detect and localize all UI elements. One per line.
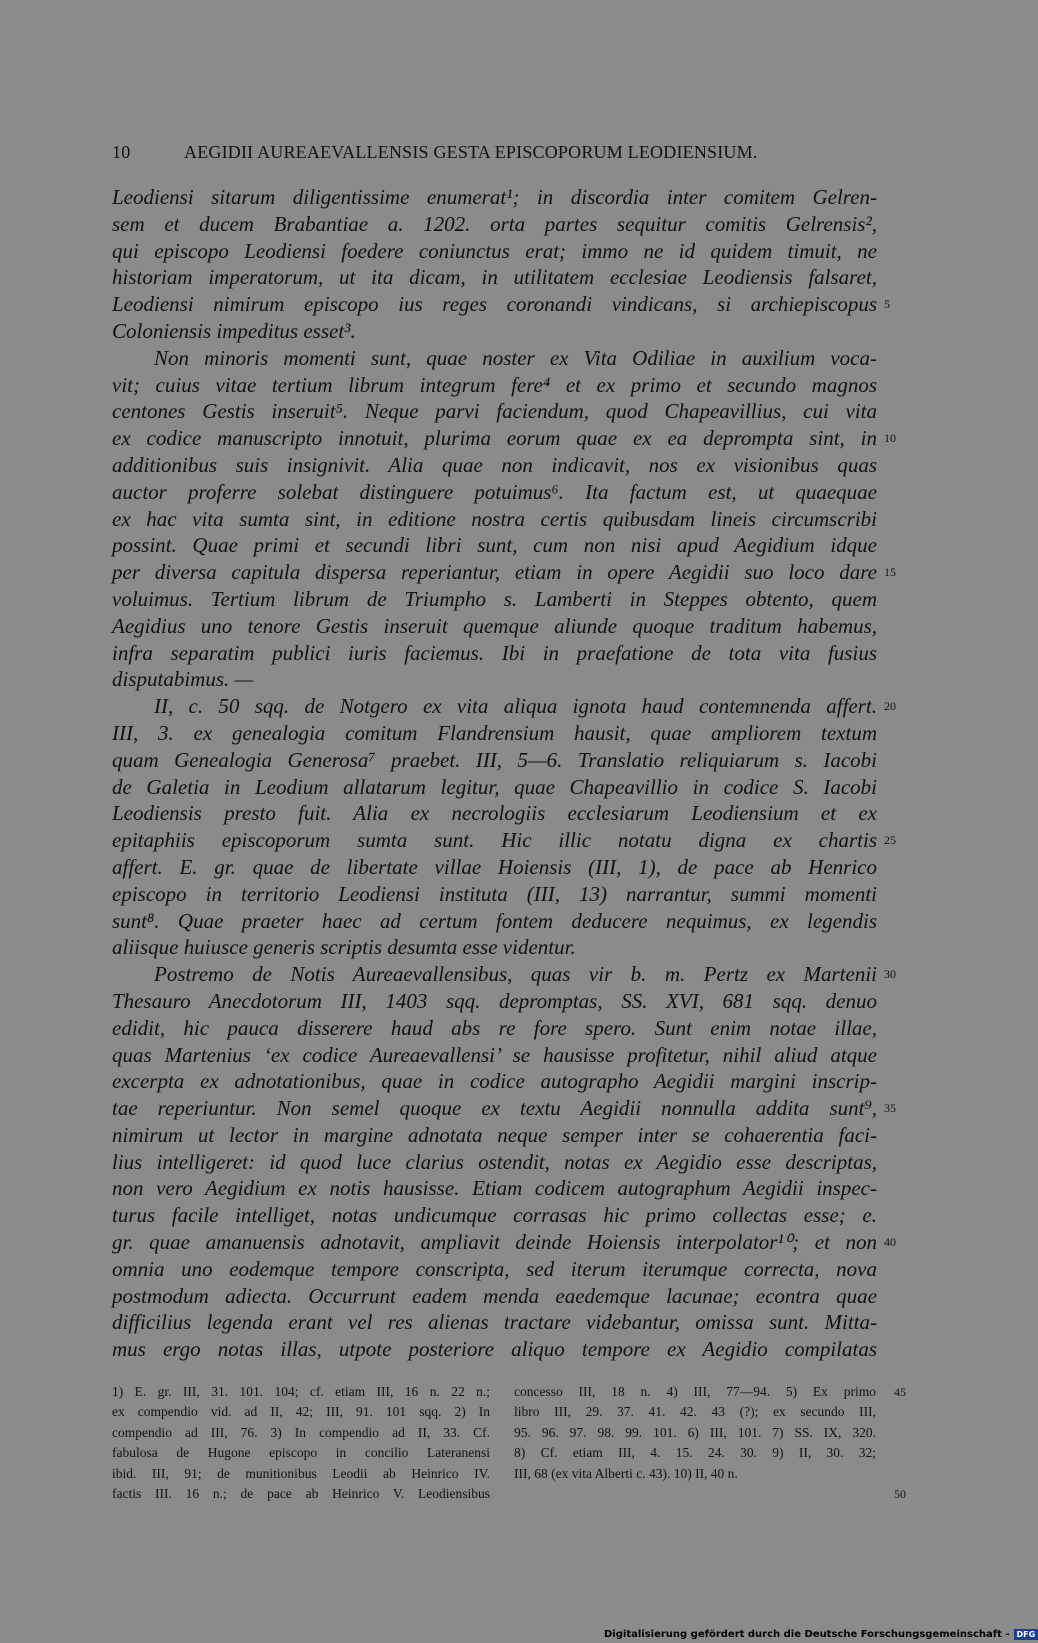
footnote-right-column: 8) Cf. etiam III, 4. 15. 24. 30. 9) II, 30. 32; <box>514 1445 876 1461</box>
text-line <box>112 774 882 801</box>
text-line <box>112 238 882 265</box>
line-number: 25 <box>884 833 896 848</box>
footnote-left-column: ibid. III, 91; de munitionibus Leodii ab Heinrico IV. <box>112 1465 490 1481</box>
footnote-row <box>112 1402 882 1422</box>
line-number: 5 <box>884 297 890 312</box>
text-line <box>112 1042 882 1069</box>
footnote-row <box>112 1423 882 1443</box>
text-line-content: ex codice manuscripto innotuit, plurima eorum quae ex ea deprompta sint, in <box>112 426 877 451</box>
text-line <box>112 1202 882 1229</box>
footnote-left-column: ex compendio vid. ad II, 42; III, 91. 101 sqq. 2) In <box>112 1404 490 1420</box>
text-line-content: centones Gestis inseruit⁵. Neque parvi faciendum, quod Chapeavillius, cui vita <box>112 399 877 424</box>
line-number: 10 <box>884 431 896 446</box>
text-line <box>112 1122 882 1149</box>
text-line-content: omnia uno eodemque tempore conscripta, sed iterum iterumque correcta, nova <box>112 1256 877 1281</box>
dfg-logo: DFG <box>1014 1629 1038 1640</box>
text-line-content: Leodiensis presto fuit. Alia ex necrologiis ecclesiarum Leodiensium et ex <box>112 801 877 826</box>
footnote-right-column: 95. 96. 97. 98. 99. 101. 6) III, 101. 7) SS. IX, 320. <box>514 1424 876 1440</box>
text-line-content: quam Genealogia Generosa⁷ praebet. III, 5—6. Translatio reliquiarum s. Iacobi <box>112 747 877 772</box>
text-line-content: ex hac vita sumta sint, in editione nostra certis quibusdam lineis circumscribi <box>112 506 877 531</box>
text-line <box>112 747 882 774</box>
footnote-left-column: factis III. 16 n.; de pace ab Heinrico V. Leodiensibus <box>112 1485 490 1501</box>
text-line-content: postmodum adiecta. Occurrunt eadem menda eaedemque lacunae; econtra quae <box>112 1283 877 1308</box>
footnote-right-column: III, 68 (ex vita Alberti c. 43). 10) II, 40 n. <box>514 1465 738 1481</box>
text-line-content: de Galetia in Leodium allatarum legitur, quae Chapeavillio in codice S. Iacobi <box>112 774 877 799</box>
footnote-row <box>112 1382 906 1402</box>
text-line-content: possint. Quae primi et secundi libri sunt, cum non nisi apud Aegidium idque <box>112 533 877 558</box>
text-line <box>112 1149 882 1176</box>
text-line-content: infra separatim publici iuris faciemus. Ibi in praefatione de tota vita fusius <box>112 640 877 665</box>
text-line-content: Non minoris momenti sunt, quae noster ex Vita Odiliae in auxilium voca- <box>154 345 877 370</box>
text-line <box>112 720 882 747</box>
text-line-content: nimirum ut lector in margine adnotata neque semper inter se cohaerentia faci- <box>112 1122 877 1147</box>
text-line <box>112 559 896 586</box>
footnote-left-column: fabulosa de Hugone episcopo in concilio Lateranensi <box>112 1445 490 1461</box>
text-line-content: turus facile intelliget, notas undicumque corrasas hic primo collectas esse; e. <box>112 1203 877 1228</box>
text-line <box>112 452 882 479</box>
main-text <box>112 184 896 1363</box>
text-line <box>112 345 882 372</box>
text-line-content: additionibus suis insignivit. Alia quae non indicavit, nos ex visionibus quas <box>112 452 877 477</box>
text-line <box>112 1256 882 1283</box>
text-line-content: Aegidius uno tenore Gestis inseruit quemque aliunde quoque traditum habemus, <box>112 613 877 638</box>
text-line-content: sem et ducem Brabantiae a. 1202. orta partes sequitur comitis Gelrensis², <box>112 211 877 236</box>
text-line-content: Leodiensi nimirum episcopo ius reges coronandi vindicans, si archiepiscopus <box>112 292 877 317</box>
text-line-content: edidit, hic pauca disserere haud abs re fore spero. Sunt enim notae illae, <box>112 1015 877 1040</box>
sponsor-footer <box>604 1627 1038 1641</box>
text-line <box>112 1068 882 1095</box>
text-line <box>112 934 882 961</box>
line-number: 15 <box>884 565 896 580</box>
text-line-content: Postremo de Notis Aureaevallensibus, quas vir b. m. Pertz ex Martenii <box>154 962 877 987</box>
running-title: AEGIDII AUREAEVALLENSIS GESTA EPISCOPORUM LEODIENSIUM. <box>184 142 758 162</box>
line-number: 35 <box>884 1101 896 1116</box>
text-line-content: Thesauro Anecdotorum III, 1403 sqq. depromptas, SS. XVI, 681 sqq. denuo <box>112 988 877 1013</box>
text-line-content: II, c. 50 sqq. de Notgero ex vita aliqua ignota haud contemnenda affert. <box>154 694 877 719</box>
page-header <box>112 142 852 170</box>
text-line-content: epitaphiis episcoporum sumta sunt. Hic illic notatu digna ex chartis <box>112 828 877 853</box>
line-number: 50 <box>894 1486 906 1501</box>
text-line-content: non vero Aegidium ex notis hausisse. Etiam codicem autographum Aegidii inspec- <box>112 1176 877 1201</box>
footnote-row <box>112 1443 882 1463</box>
text-line-content: aliisque huiusce generis scriptis desumta esse videntur. <box>112 935 576 960</box>
text-line <box>112 908 882 935</box>
footnote-left-column: 1) E. gr. III, 31. 101. 104; cf. etiam III, 16 n. 22 n.; <box>112 1384 490 1399</box>
text-line <box>112 1015 882 1042</box>
text-line <box>112 398 882 425</box>
text-line <box>112 1229 896 1256</box>
text-line-content: tae reperiuntur. Non semel quoque ex textu Aegidii nonnulla addita sunt⁹, <box>112 1096 877 1121</box>
line-number: 20 <box>884 699 896 714</box>
footnotes <box>112 1382 906 1504</box>
line-number: 30 <box>884 967 896 982</box>
text-line <box>112 1309 882 1336</box>
footnote-right-column: concesso III, 18 n. 4) III, 77—94. 5) Ex primo <box>514 1384 876 1399</box>
text-line <box>112 666 882 693</box>
text-line <box>112 1095 896 1122</box>
text-line-content: disputabimus. — <box>112 667 254 692</box>
text-line <box>112 613 882 640</box>
text-line-content: vit; cuius vitae tertium librum integrum fere⁴ et ex primo et secundo magnos <box>112 372 877 397</box>
text-line <box>112 291 890 318</box>
text-line-content: lius intelligeret: id quod luce clarius ostendit, notas ex Aegidio esse descriptas, <box>112 1149 877 1174</box>
text-line-content: Leodiensi sitarum diligentissime enumerat¹; in discordia inter comitem Gelren- <box>112 185 877 209</box>
text-line-content: quas Martenius ‘ex codice Aureaevallensi’ se hausisse profitetur, nihil aliud atque <box>112 1042 877 1067</box>
text-line <box>112 640 882 667</box>
text-line-content: excerpta ex adnotationibus, quae in codice autographo Aegidii margini inscrip- <box>112 1069 877 1094</box>
text-line-content: voluimus. Tertium librum de Triumpho s. Lamberti in Steppes obtento, quem <box>112 586 877 611</box>
text-line <box>112 1175 882 1202</box>
text-line <box>112 961 896 988</box>
text-line-content: auctor proferre solebat distinguere potuimus⁶. Ita factum est, ut quaequae <box>112 479 877 504</box>
line-number: 45 <box>894 1385 906 1399</box>
text-line-content: mus ergo notas illas, utpote posteriore aliquo tempore ex Aegidio compilatas <box>112 1337 877 1362</box>
text-line <box>112 184 882 211</box>
footnote-row <box>112 1464 882 1484</box>
text-line <box>112 372 882 399</box>
text-line <box>112 988 882 1015</box>
footnote-right-column: libro III, 29. 37. 41. 42. 43 (?); ex secundo III, <box>514 1404 876 1420</box>
text-line-content: episcopo in territorio Leodiensi instituta (III, 13) narrantur, summi momenti <box>112 881 877 906</box>
text-line-content: sunt⁸. Quae praeter haec ad certum fontem deducere nequimus, ex legendis <box>112 908 877 933</box>
text-line <box>112 532 882 559</box>
text-line <box>112 1336 882 1363</box>
page-number: 10 <box>112 142 131 162</box>
text-line <box>112 586 882 613</box>
text-line <box>112 264 882 291</box>
text-line-content: affert. E. gr. quae de libertate villae Hoiensis (III, 1), de pace ab Henrico <box>112 854 877 879</box>
text-line-content: difficilius legenda erant vel res alienas tractare videbantur, omissa sunt. Mitta- <box>112 1310 877 1335</box>
footnote-row <box>112 1484 906 1504</box>
text-line <box>112 211 882 238</box>
text-line <box>112 881 882 908</box>
text-line-content: per diversa capitula dispersa reperiantur, etiam in opere Aegidii suo loco dare <box>112 560 877 585</box>
text-line <box>112 318 882 345</box>
text-line <box>112 425 896 452</box>
line-number: 40 <box>884 1235 896 1250</box>
text-line <box>112 506 882 533</box>
text-line <box>112 479 882 506</box>
text-line <box>112 827 896 854</box>
text-line-content: III, 3. ex genealogia comitum Flandrensium hausit, quae ampliorem textum <box>112 720 877 745</box>
text-line-content: gr. quae amanuensis adnotavit, ampliavit deinde Hoiensis interpolator¹⁰; et non <box>112 1230 877 1255</box>
text-line <box>112 693 896 720</box>
text-line <box>112 800 882 827</box>
text-line-content: qui episcopo Leodiensi foedere coniunctus erat; immo ne id quidem timuit, ne <box>112 238 877 263</box>
text-line <box>112 854 882 881</box>
text-line-content: Coloniensis impeditus esset³. <box>112 318 356 343</box>
text-line-content: historiam imperatorum, ut ita dicam, in utilitatem ecclesiae Leodiensis falsaret, <box>112 265 877 290</box>
footnote-left-column: compendio ad III, 76. 3) In compendio ad II, 33. Cf. <box>112 1424 490 1440</box>
sponsor-text: Digitalisierung gefördert durch die Deutsche Forschungsgemeinschaft - <box>604 1628 1010 1640</box>
text-line <box>112 1283 882 1310</box>
